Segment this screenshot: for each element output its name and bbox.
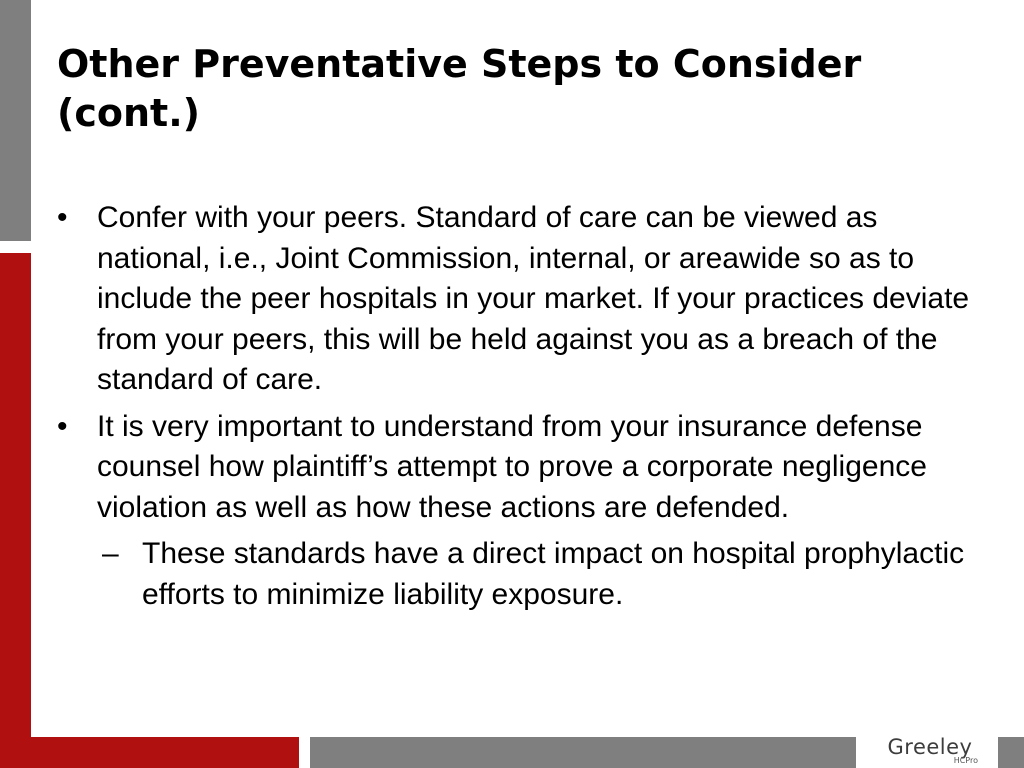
logo-sub: HCPro [953, 756, 978, 765]
left-decor-bar-red [0, 253, 31, 768]
slide-title-line2: (cont.) [57, 91, 201, 135]
bullet-text: Confer with your peers. Standard of care can be viewed as national, i.e., Joint Commission, internal, or areawide so as to include the peer hospitals in your market. If your practices deviate from your peers, this will be held against you as a breach of the standard of care. [97, 201, 970, 396]
slide-title [57, 40, 1007, 138]
bullet-dot-icon: • [57, 409, 68, 443]
bullet-dot-icon: • [57, 201, 68, 234]
bullet-item [57, 198, 992, 401]
bullet-item [57, 407, 992, 529]
slide-title-line1: Other Preventative Steps to Consider [57, 42, 862, 86]
bullet-text: It is very important to understand from your insurance defense counsel how plaintiff’s attempt to prove a corporate negligence violation as well as how these actions are defended. [97, 409, 927, 524]
left-decor-bar-gray [0, 0, 31, 241]
sub-bullet-item [57, 534, 992, 615]
logo-name: Greeley [887, 735, 973, 759]
bottom-decor-bar-gray [310, 737, 856, 768]
slide-content [57, 198, 992, 615]
bottom-decor-bar-red [0, 737, 299, 768]
bottom-decor-bar-gray-right [998, 737, 1024, 768]
dash-icon: – [102, 537, 119, 570]
greeley-logo [868, 734, 992, 768]
sub-bullet-text: These standards have a direct impact on hospital prophylactic efforts to minimize liability exposure. [142, 537, 965, 611]
